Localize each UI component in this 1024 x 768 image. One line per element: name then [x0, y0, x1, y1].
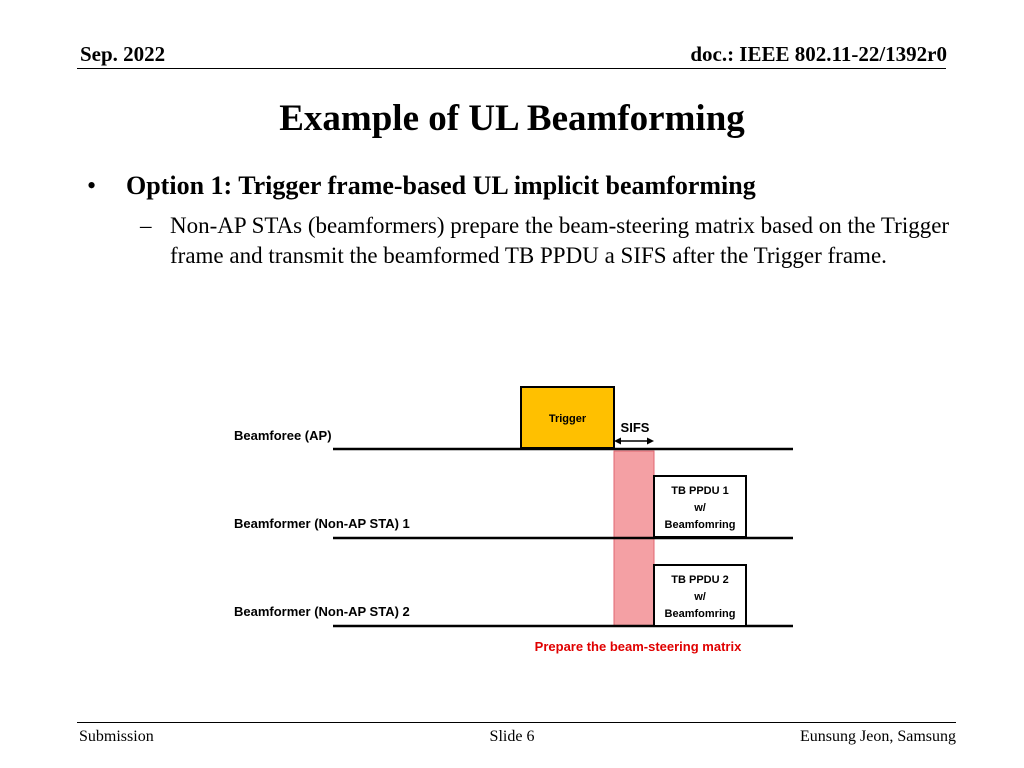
tb-ppdu-1-line-2: w/	[694, 502, 706, 514]
footer-slide-number: Slide 6	[489, 728, 535, 745]
header-date: Sep. 2022	[80, 42, 166, 66]
header-rule	[77, 68, 946, 69]
tb-ppdu-2-line-1: TB PPDU 2	[671, 574, 729, 586]
sub-bullet-text: Non-AP STAs (beamformers) prepare the beam-steering matrix based on the Trigger frame and transmit the beamformed TB PPDU a SIFS after the Trigger frame.	[170, 213, 950, 268]
bullet-marker: •	[87, 171, 97, 200]
tb-ppdu-2-line-2: w/	[694, 591, 706, 603]
tb-ppdu-2-line-3: Beamfomring	[664, 608, 736, 620]
sifs-arrow	[614, 438, 654, 445]
bullet-text: Option 1: Trigger frame-based UL implicit beamforming	[126, 171, 756, 200]
prepare-caption: Prepare the beam-steering matrix	[534, 639, 742, 654]
sifs-label: SIFS	[620, 420, 650, 435]
tb-ppdu-1-line-1: TB PPDU 1	[671, 485, 729, 497]
ul-beamforming-timing-diagram	[0, 380, 1024, 670]
footer-submission: Submission	[79, 728, 154, 745]
row-label-sta1: Beamformer (Non-AP STA) 1	[234, 516, 410, 531]
row-label-sta2: Beamformer (Non-AP STA) 2	[234, 604, 410, 619]
header-doc-id: doc.: IEEE 802.11-22/1392r0	[690, 42, 947, 66]
footer-author: Eunsung Jeon, Samsung	[800, 728, 956, 745]
tb-ppdu-1-line-3: Beamfomring	[664, 519, 736, 531]
footer-rule	[77, 722, 956, 723]
slide-title: Example of UL Beamforming	[279, 98, 745, 139]
sub-bullet-marker: –	[140, 213, 152, 238]
row-label-ap: Beamforee (AP)	[234, 428, 332, 443]
trigger-label: Trigger	[548, 413, 587, 425]
